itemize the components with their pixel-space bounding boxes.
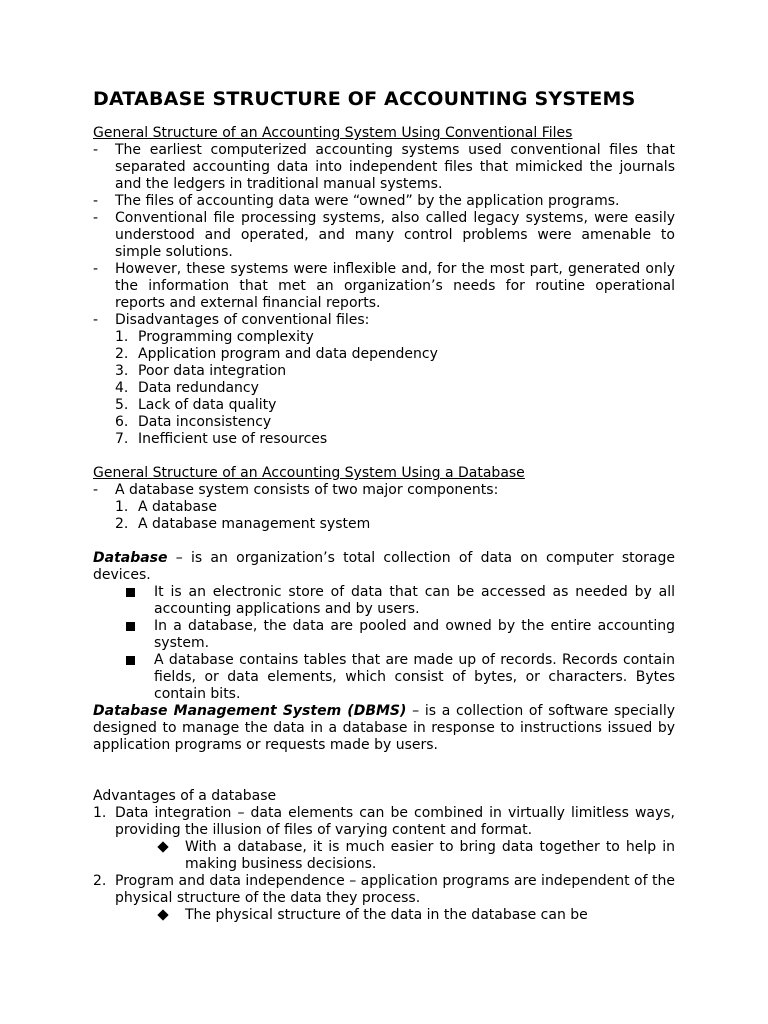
section-heading-database: General Structure of an Accounting System Using a Database — [93, 465, 525, 481]
database-term: Database — [93, 550, 168, 566]
list-item: 1. A database — [115, 499, 217, 515]
list-item: 7. Inefficient use of resources — [115, 431, 328, 447]
list-item: 5. Lack of data quality — [115, 397, 277, 413]
list-item: 2. A database management system — [115, 516, 371, 532]
list-item: - Conventional file processing systems, also called legacy systems, were easily understood and operated, and many control problems were amenable to simple solutions. — [93, 210, 675, 261]
square-bullet-icon — [126, 618, 154, 652]
list-item: 6. Data inconsistency — [115, 414, 272, 430]
dbms-term: Database Management System (DBMS) — [93, 703, 407, 719]
list-item: With a database, it is much easier to bring data together to help in making business decisions. — [157, 839, 675, 873]
list-item: 1. Data integration – data elements can be combined in virtually limitless ways, providing the illusion of files of varying content and format. With a database, it is much easier to bring data together to help in making business decisions. — [93, 805, 675, 872]
list-item: 4. Data redundancy — [115, 380, 259, 396]
list-item: - However, these systems were inflexible and, for the most part, generated only the information that met an organization’s needs for routine operational reports and external financial reports. — [93, 261, 675, 312]
advantages-heading: Advantages of a database — [93, 788, 277, 804]
list-item: - The earliest computerized accounting systems used conventional files that separated accounting data into independent files that mimicked the journals and the ledgers in traditional manual systems. — [93, 142, 675, 193]
list-item: The physical structure of the data in the database can be — [157, 907, 675, 924]
list-item: - The files of accounting data were “owned” by the application programs. — [93, 193, 675, 210]
database-system-points — [93, 482, 675, 499]
list-item: It is an electronic store of data that can be accessed as needed by all accounting applications and by users. — [126, 584, 675, 618]
database-definition: Database – is an organization’s total collection of data on computer storage devices. — [93, 550, 675, 583]
list-item: 2. Application program and data dependency — [115, 346, 438, 362]
conventional-files-points — [93, 142, 675, 329]
diamond-bullet-icon — [157, 907, 185, 924]
disadvantages-list — [93, 329, 675, 448]
list-item: 1. Programming complexity — [115, 329, 314, 345]
list-item: - Disadvantages of conventional files: — [93, 312, 675, 329]
square-bullet-icon — [126, 652, 154, 703]
database-bullets — [93, 584, 675, 703]
document-title: DATABASE STRUCTURE OF ACCOUNTING SYSTEMS — [93, 88, 636, 110]
list-item: 3. Poor data integration — [115, 363, 287, 379]
components-list — [93, 499, 675, 533]
section-heading-conventional-files: General Structure of an Accounting System Using Conventional Files — [93, 125, 573, 141]
square-bullet-icon — [126, 584, 154, 618]
advantages-list — [93, 805, 675, 924]
dbms-definition: Database Management System (DBMS) – is a collection of software specially designed to manage the data in a database in response to instructions issued by application programs or requests made by users. — [93, 703, 675, 753]
list-item: - A database system consists of two major components: — [93, 482, 675, 499]
list-item: A database contains tables that are made up of records. Records contain fields, or data elements, which consist of bytes, or characters. Bytes contain bits. — [126, 652, 675, 703]
diamond-bullet-icon — [157, 839, 185, 873]
list-item: 2. Program and data independence – application programs are independent of the physical structure of the data they process. The physical structure of the data in the database can be — [93, 873, 675, 923]
list-item: In a database, the data are pooled and owned by the entire accounting system. — [126, 618, 675, 652]
